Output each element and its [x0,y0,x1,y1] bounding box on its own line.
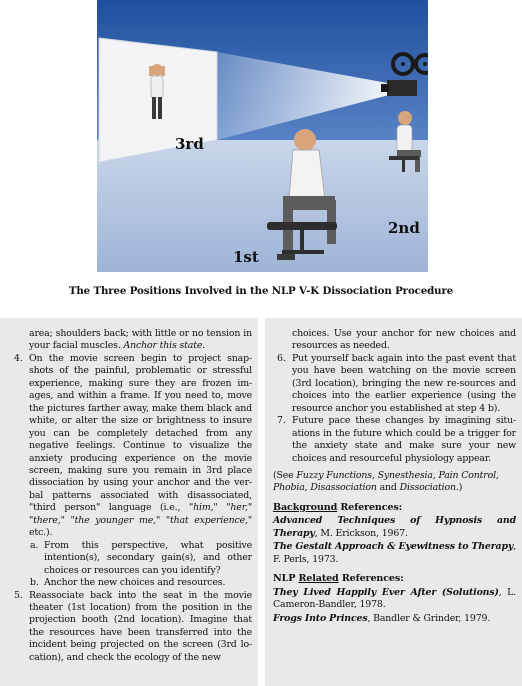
nlp-heading-nlp: NLP [273,573,296,585]
background-heading-word: Background [273,501,338,513]
see-close: ) [458,482,463,494]
see-topics[interactable]: Fuzzy Functions, Synesthesia, Pain Control, Phobia, Disassociation [273,469,499,494]
nlp-reference-2 [273,613,516,625]
bg-reference-1 [273,515,516,540]
nlp-ref2-title: Frogs Into Princes [273,612,368,624]
see-and: and [379,482,397,494]
step-4b-letter: b. [30,577,39,589]
step-4b [10,577,252,589]
label-second: 2nd [388,219,420,237]
right-column [265,318,522,686]
step-4-text-end: etc.). [29,527,53,539]
left-column [0,318,258,686]
step-7-text: Future pace these changes by imagining situ-ations in the future which could be a trigger for the anxiety state and make sure your new choices and resourceful physiology appear. [292,415,516,464]
nlp-heading-related: Related [298,573,339,585]
nlp-ref1-title: They Lived Happily Ever After (Solutions) [273,586,499,598]
step-4a-text: From this perspective, what positive intention(s), secondary gain(s), and other choices or resources can you identify? [44,539,252,576]
nlp-reference-1 [273,587,516,612]
anchor-emphasis: Anchor this state. [123,340,206,352]
step-4a [10,540,252,577]
nlp-heading-refs: References: [341,573,404,585]
dissociation-illustration [97,0,428,272]
nlp-ref1-rest: , L. Cameron-Bandler, 1978. [273,586,516,611]
step-7 [273,415,516,465]
background-references-heading [273,502,516,514]
nlp-ref2-rest: , Bandler & Grinder, 1979. [367,612,491,624]
step-6-number: 6. [277,352,286,364]
bg-reference-2 [273,541,516,566]
bg-ref1-title: Advanced Techniques of Hypnosis and Therapy [273,515,516,539]
step-4-quotes: "him," "her," "there," "the younger me," "that experience," [29,502,252,526]
left-lead-text: area; shoulders back; with little or no tension in your facial muscles. [29,328,252,352]
step-4-text: On the movie screen begin to project snap-shots of the painful, problematic or stressful experience, making sure they are frozen im-ages, and within a frame. If you need to, move the pictures farther away, make them black and white, or alter the size or brightness to insure you can be completely detached from any negative feelings. Continue to visualize the anxiety producing experience on the movie screen, making sure you remain in 3rd place dissociation by using your anchor and the ver-bal patterns associated with disassociated, "third person" language (i.e., [29,352,252,514]
bg-ref1-rest: , M. Erickson, 1967. [314,527,408,539]
step-4-number: 4. [14,352,23,364]
left-lead [10,328,252,353]
bg-ref2-rest: , F. Perls, 1973. [273,541,516,565]
see-last[interactable]: Dissociation. [399,482,459,494]
right-lead: choices. Use your anchor for new choices and resources as needed. [292,328,516,352]
nlp-references-heading [273,573,516,585]
step-4 [10,353,252,540]
see-also [273,470,516,495]
step-5 [10,590,252,665]
label-first: 1st [233,248,259,266]
see-open: (See [273,469,294,481]
step-5-number: 5. [14,589,23,601]
label-third: 3rd [175,135,204,153]
step-5-text: Reassociate back into the seat in the movie theater (1st location) from the position in the projection booth (2nd location). Imagine that the resources have been transferred into the incident being projected on the screen (3rd lo-cation), and check the ecology of the new [29,589,252,663]
step-7-number: 7. [277,415,286,427]
step-4a-letter: a. [30,539,39,551]
figure-caption: The Three Positions Involved in the NLP V-K Dissociation Procedure [68,285,454,297]
step-6 [273,353,516,415]
step-6-text: Put yourself back again into the past event that you have been watching on the movie screen (3rd location), bringing the new re-sources and choices into the earlier experience (using the resource anchor you established at step 4 b). [292,352,516,414]
step-4b-text: Anchor the new choices and resources. [44,577,226,589]
background-heading-refs: References: [340,501,403,513]
bg-ref2-title: The Gestalt Approach & Eyewitness to Therapy [273,541,514,553]
